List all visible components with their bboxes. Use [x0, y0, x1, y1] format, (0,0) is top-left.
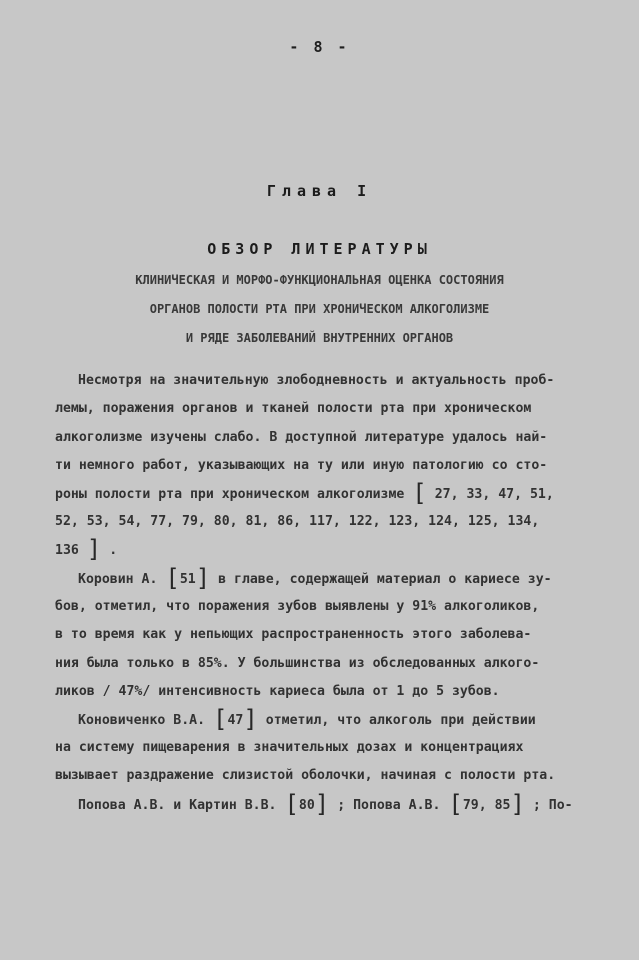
body-line [78, 705, 536, 733]
chapter-heading: Глава I [266, 182, 373, 200]
body-line [55, 535, 118, 563]
citation-ref: 51 [179, 572, 196, 587]
body-line: ликов / 47%/ интенсивность кариеса была от 1 до 5 зубов. [55, 684, 500, 699]
body-line [55, 479, 554, 507]
body-line: 52, 53, 54, 77, 79, 80, 81, 86, 117, 122, 123, 124, 125, 134, [55, 514, 540, 529]
citation-bracket-close: ] [510, 790, 525, 818]
author-name: Коровин А. [78, 572, 158, 587]
body-line: ния была только в 85%. У большинства из обследованных алкого- [55, 656, 540, 671]
citation-ref: 80 [298, 798, 315, 813]
body-line: Несмотря на значительную злободневность и актуальность проб- [78, 373, 555, 388]
body-line: бов, отметил, что поражения зубов выявлены у 91% алкоголиков, [55, 599, 540, 614]
citation-bracket-close: ] [243, 705, 258, 733]
body-text: ; По- [532, 798, 573, 813]
body-text: . [109, 543, 118, 558]
citation-bracket-open: [ [213, 705, 228, 733]
body-line: в то время как у непьющих распространенность этого заболева- [55, 627, 532, 642]
page-number: - 8 - [289, 38, 350, 56]
author-name: Попова А.В. и Картин В.В. [78, 798, 277, 813]
body-line: вызывает раздражение слизистой оболочки, начиная с полости рта. [55, 768, 556, 783]
citation-list: 27, 33, 47, 51, [434, 487, 554, 502]
body-text: роны полости рта при хроническом алкоголизме [55, 487, 405, 502]
body-text: ; Попова А.В. [337, 798, 441, 813]
citation-bracket-open: [ [448, 790, 463, 818]
body-line [78, 564, 552, 592]
body-text: в главе, содержащей материал о кариесе зу- [218, 572, 552, 587]
citation-ref: 79, 85 [462, 798, 511, 813]
subtitle-line: КЛИНИЧЕСКАЯ И МОРФО-ФУНКЦИОНАЛЬНАЯ ОЦЕНКА СОСТОЯНИЯ [135, 273, 504, 287]
subtitle-line: ОРГАНОВ ПОЛОСТИ РТА ПРИ ХРОНИЧЕСКОМ АЛКОГОЛИЗМЕ [149, 302, 490, 316]
subtitle-line: И РЯДЕ ЗАБОЛЕВАНИЙ ВНУТРЕННИХ ОРГАНОВ [185, 331, 454, 345]
citation-bracket-close: ] [195, 564, 211, 592]
section-title: ОБЗОР ЛИТЕРАТУРЫ [207, 240, 432, 258]
author-name: Коновиченко В.А. [78, 713, 206, 728]
body-line: лемы, поражения органов и тканей полости рта при хроническом [55, 401, 532, 416]
citation-bracket-open: [ [284, 790, 299, 818]
citation-bracket-close: ] [86, 535, 102, 563]
body-line: алкоголизме изучены слабо. В доступной литературе удалось най- [55, 430, 548, 445]
citation-list: 136 [55, 543, 79, 558]
citation-bracket-open: [ [412, 479, 427, 507]
body-text: отметил, что алкоголь при действии [265, 713, 536, 728]
citation-ref: 47 [227, 713, 244, 728]
citation-bracket-open: [ [165, 564, 180, 592]
body-line: ти немного работ, указывающих на ту или иную патологию со сто- [55, 458, 548, 473]
body-line: на систему пищеварения в значительных дозах и концентрациях [55, 740, 524, 755]
body-line [78, 790, 573, 818]
citation-bracket-close: ] [314, 790, 330, 818]
